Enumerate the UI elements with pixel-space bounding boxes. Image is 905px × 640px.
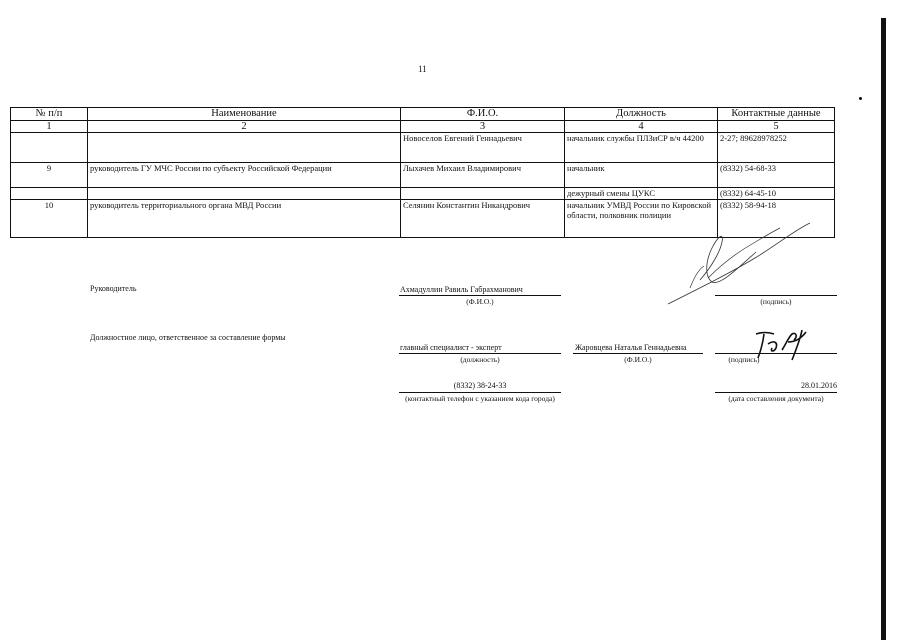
cell-fio: Селянин Константин Никандрович [401,200,565,238]
header-num: № п/п [11,108,88,121]
cell-contact: (8332) 58-94-18 [718,200,835,238]
cell-position: начальник [565,163,718,188]
date-caption: (дата составления документа) [728,394,824,403]
head-signature-icon [660,218,820,308]
col-number: 2 [88,121,401,133]
page-number: 11 [418,64,427,74]
header-contact: Контактные данные [718,108,835,121]
table-row [11,133,835,163]
resp-position-line [399,353,561,354]
cell-num [11,188,88,200]
resp-fio-caption: (Ф.И.О.) [624,355,652,364]
resp-signature-caption: (подпись) [728,355,760,364]
cell-fio: Лыхачев Михаил Владимирович [401,163,565,188]
head-signature-caption: (подпись) [760,297,792,306]
cell-position: начальник УМВД России по Кировской области, полковник полиции [565,200,718,238]
column-numbers-row [11,121,835,133]
cell-name [88,133,401,163]
header-row [11,108,835,121]
head-fio-caption: (Ф.И.О.) [466,297,494,306]
header-fio: Ф.И.О. [401,108,565,121]
cell-fio [401,188,565,200]
phone-line [399,392,561,393]
cell-position: начальник службы ПЛЗиСР в/ч 44200 [565,133,718,163]
phone-caption: (контактный телефон с указанием кода города) [405,394,555,403]
resp-name: Жаровцева Наталья Геннадьевна [575,343,687,352]
cell-contact: (8332) 64-45-10 [718,188,835,200]
cell-contact: (8332) 54-68-33 [718,163,835,188]
date-line [715,392,837,393]
col-number: 4 [565,121,718,133]
table-row [11,163,835,188]
cell-num: 9 [11,163,88,188]
head-label: Руководитель [90,284,137,293]
header-name: Наименование [88,108,401,121]
resp-signature-icon [752,326,814,364]
col-number: 3 [401,121,565,133]
contact-phone: (8332) 38-24-33 [453,381,507,390]
cell-num: 10 [11,200,88,238]
header-position: Должность [565,108,718,121]
document-date: 28.01.2016 [801,381,837,390]
head-name: Ахмадуллин Равиль Габрахманович [400,285,523,294]
head-name-line [399,295,561,296]
col-number: 5 [718,121,835,133]
scan-speck [859,97,862,100]
table-row [11,188,835,200]
cell-num [11,133,88,163]
cell-contact: 2-27; 89628978252 [718,133,835,163]
col-number: 1 [11,121,88,133]
cell-position: дежурный смены ЦУКС [565,188,718,200]
resp-position: главный специалист - эксперт [400,343,502,352]
resp-position-caption: (должность) [460,355,500,364]
cell-name: руководитель ГУ МЧС России по субъекту Российской Федерации [88,163,401,188]
resp-name-line [573,353,703,354]
cell-fio: Новоселов Евгений Геннадьевич [401,133,565,163]
cell-name: руководитель территориального органа МВД России [88,200,401,238]
scan-edge-bar [881,18,886,640]
cell-name [88,188,401,200]
responsible-label: Должностное лицо, ответственное за составление формы [90,333,286,342]
